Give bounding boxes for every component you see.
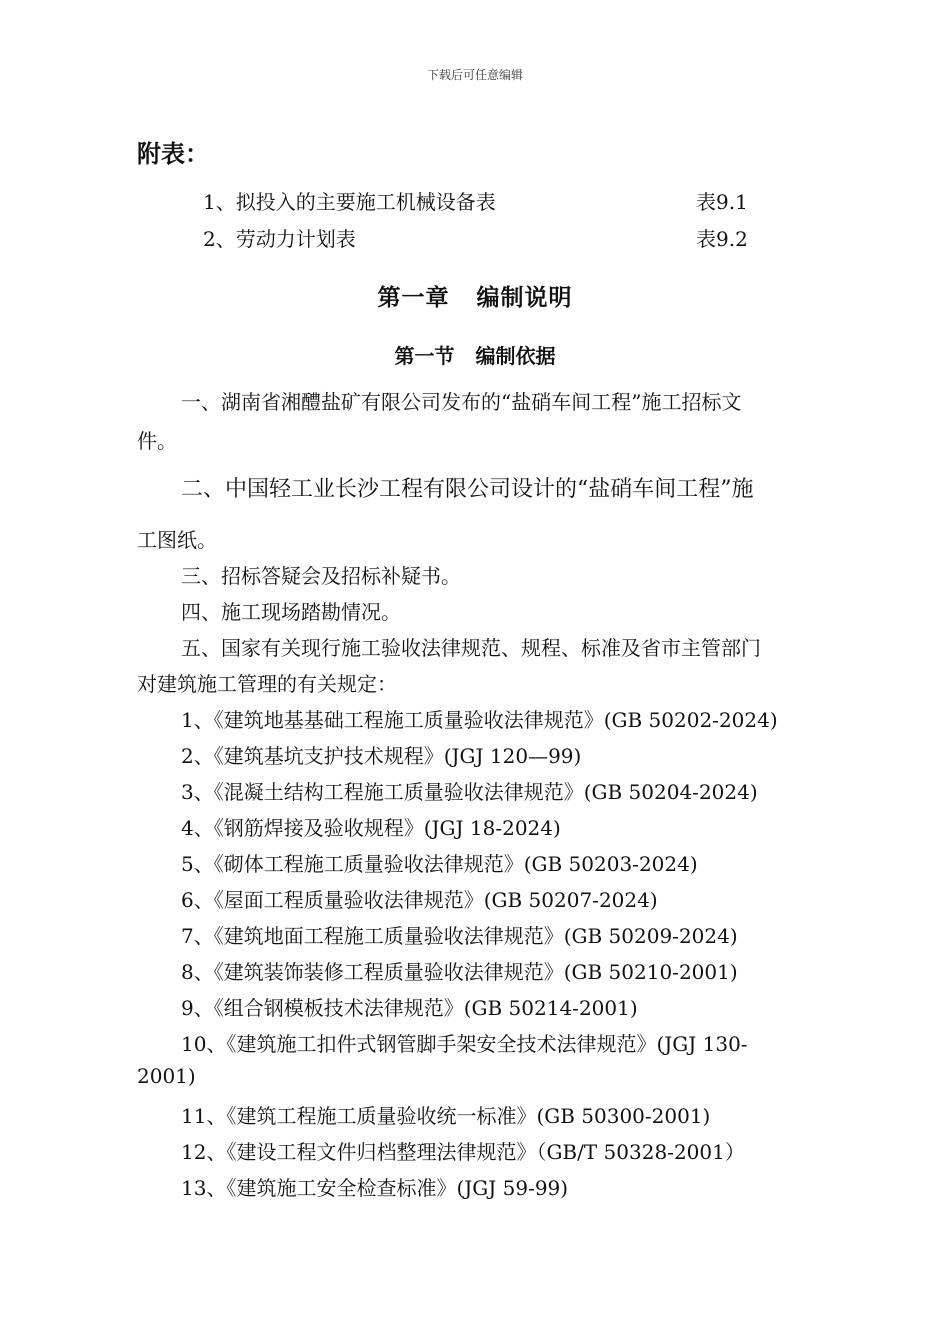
- chapter-title: 第一章 编制说明: [377, 284, 573, 311]
- appendix-item-ref: 表9.2: [696, 227, 748, 251]
- appendix-item-label: 1、拟投入的主要施工机械设备表: [203, 190, 496, 214]
- body-line: 1、《建筑地基基础工程施工质量验收法律规范》(GB 50202-2024): [181, 708, 778, 732]
- appendix-item: [0, 186, 950, 216]
- body-line: 二、中国轻工业长沙工程有限公司设计的“盐硝车间工程”施: [181, 477, 754, 502]
- body-line: 四、施工现场踏勘情况。: [181, 600, 401, 624]
- body-line: 对建筑施工管理的有关规定：: [137, 672, 397, 696]
- body-line: 三、招标答疑会及招标补疑书。: [181, 564, 461, 588]
- body-line: 9、《组合钢模板技术法律规范》(GB 50214-2001): [181, 996, 638, 1020]
- body-line: 5、《砌体工程施工质量验收法律规范》(GB 50203-2024): [181, 852, 698, 876]
- body-line: 2、《建筑基坑支护技术规程》(JGJ 120—99): [181, 744, 582, 768]
- appendix-title: 附表：: [137, 139, 209, 168]
- appendix-item: [0, 223, 950, 253]
- body-line: 件。: [137, 429, 177, 453]
- body-line: 7、《建筑地面工程施工质量验收法律规范》(GB 50209-2024): [181, 924, 738, 948]
- body-line: 工图纸。: [137, 528, 217, 552]
- body-line: 8、《建筑装饰装修工程质量验收法律规范》(GB 50210-2001): [181, 960, 738, 984]
- body-line: 五、国家有关现行施工验收法律规范、规程、标准及省市主管部门: [181, 636, 761, 660]
- body-line: 13、《建筑施工安全检查标准》(JGJ 59-99): [181, 1176, 569, 1200]
- body-line: 一、湖南省湘醴盐矿有限公司发布的“盐硝车间工程”施工招标文: [181, 390, 742, 414]
- body-line: 3、《混凝土结构工程施工质量验收法律规范》(GB 50204-2024): [181, 780, 758, 804]
- body-line: 2001): [137, 1064, 196, 1088]
- body-line: 11、《建筑工程施工质量验收统一标准》(GB 50300-2001): [181, 1104, 711, 1128]
- body-line: 6、《屋面工程质量验收法律规范》(GB 50207-2024): [181, 888, 658, 912]
- appendix-item-ref: 表9.1: [696, 190, 748, 214]
- body-line: 10、《建筑施工扣件式钢管脚手架安全技术法律规范》(JGJ 130-: [181, 1032, 748, 1056]
- header-note: 下载后可任意编辑: [426, 68, 523, 82]
- body-line: 12、《建设工程文件归档整理法律规范》（GB/T 50328-2001）: [181, 1140, 745, 1164]
- section-title: 第一节 编制依据: [394, 344, 556, 368]
- body-line: 4、《钢筋焊接及验收规程》(JGJ 18-2024): [181, 816, 561, 840]
- appendix-item-label: 2、劳动力计划表: [203, 227, 356, 251]
